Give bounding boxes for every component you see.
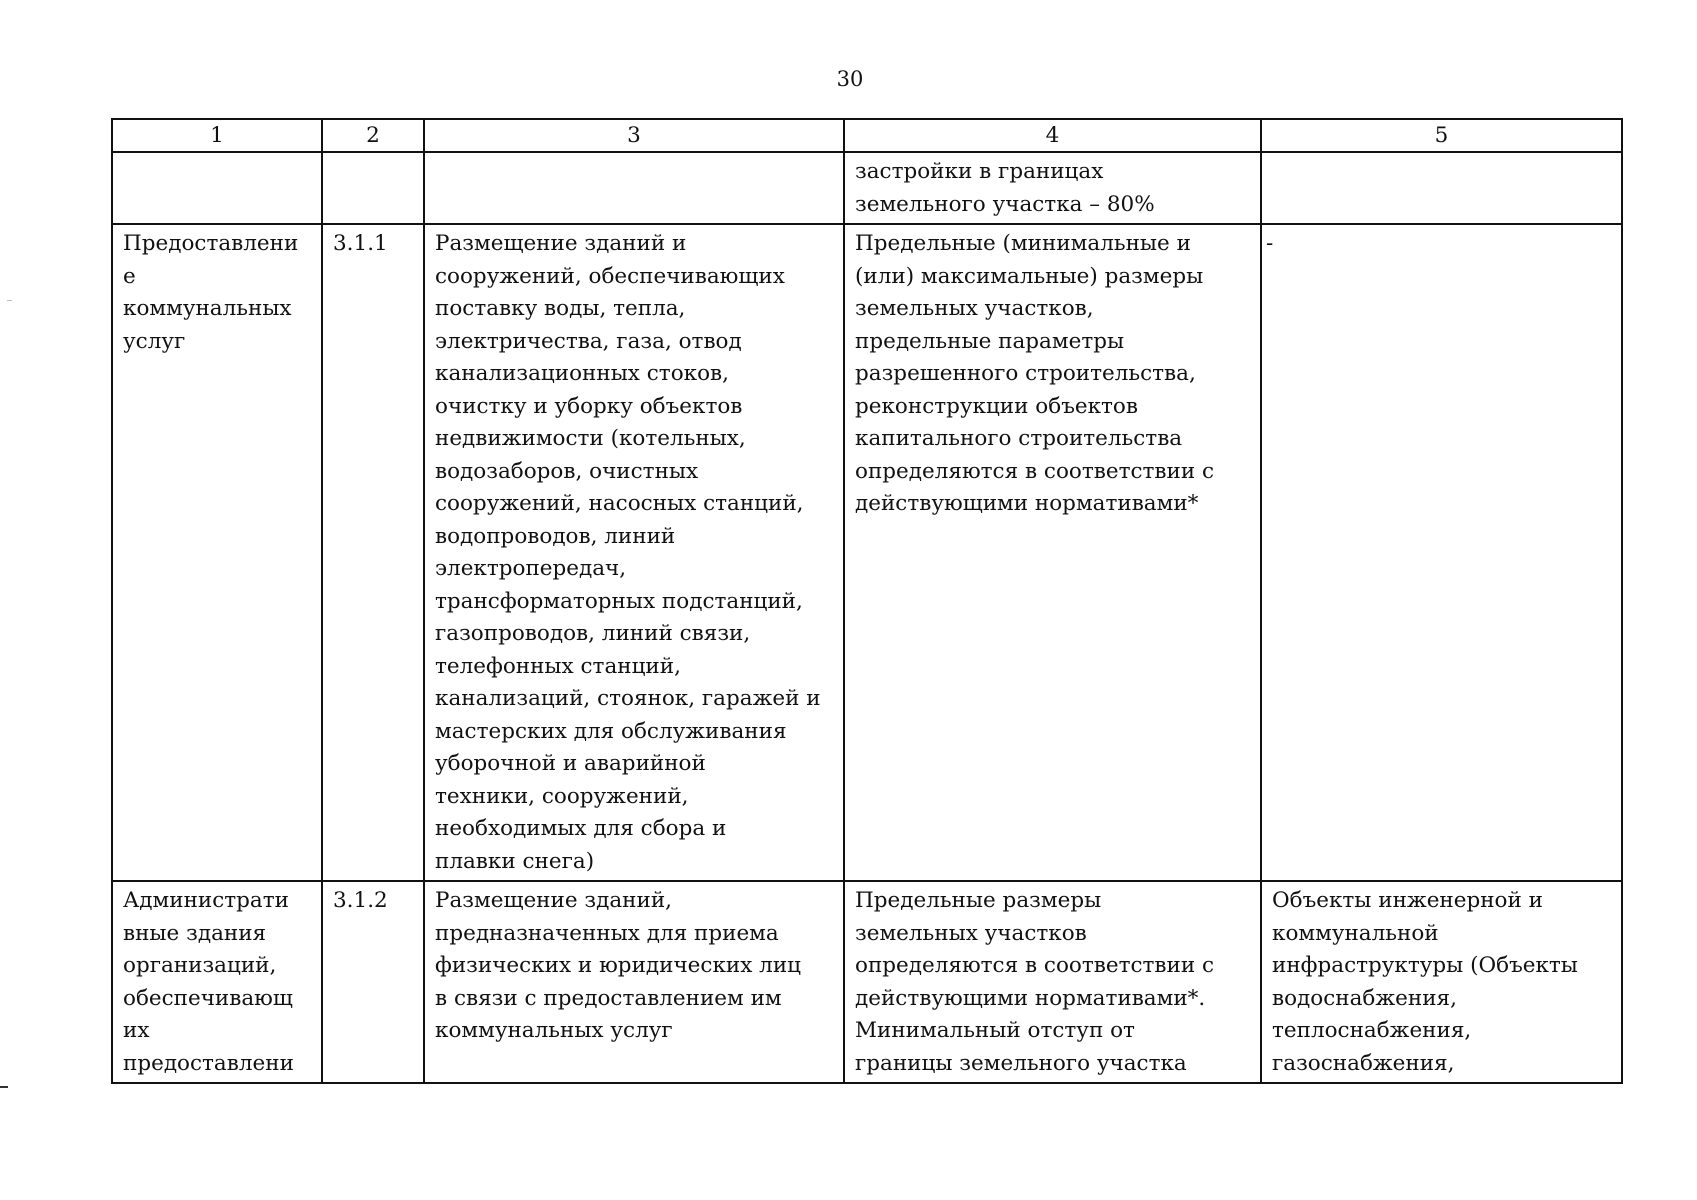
description-cell xyxy=(424,224,844,881)
column-number-3: 3 xyxy=(424,119,844,152)
parameters-text: Предельные (минимальные и (или) максимальные) размеры земельных участков, предельные параметры разрешенного строительства, реконструкции объектов капитального строительства определяются в соответствии с действующими нормативами* xyxy=(855,231,1215,516)
table-row xyxy=(112,881,1622,1083)
name-cell-empty xyxy=(112,152,322,224)
code-cell-empty xyxy=(322,152,424,224)
name-cell xyxy=(112,224,322,881)
parameters-cell xyxy=(844,152,1261,224)
table-row-continuation xyxy=(112,152,1622,224)
parameters-cell xyxy=(844,224,1261,881)
land-use-name: Предоставлени е коммунальных услуг xyxy=(123,231,299,354)
land-use-name: Администрати вные здания организаций, обеспечивающ их предоставлени xyxy=(123,888,294,1076)
land-use-code: 3.1.1 xyxy=(333,231,388,256)
description-cell xyxy=(424,881,844,1083)
land-use-description: Размещение зданий и сооружений, обеспечивающих поставку воды, тепла, электричества, газа, отвод канализационных стоков, очистку и уборку объектов недвижимости (котельных, водозаборов, очистных сооружений, насосных станций, водопроводов, линий электропередач, трансформаторных подстанций, газопроводов, линий связи, телефонных станций, канализаций, стоянок, гаражей и мастерских для обслуживания уборочной и аварийной техники, сооружений, необходимых для сбора и плавки снега) xyxy=(435,231,821,874)
code-cell xyxy=(322,224,424,881)
column-number-1: 1 xyxy=(112,119,322,152)
notes-cell-empty xyxy=(1261,152,1622,224)
notes-cell xyxy=(1261,881,1622,1083)
column-number-5: 5 xyxy=(1261,119,1622,152)
parameters-text: застройки в границах земельного участка – 80% xyxy=(855,159,1155,217)
name-cell xyxy=(112,881,322,1083)
code-cell xyxy=(322,881,424,1083)
land-use-table xyxy=(111,118,1623,1084)
table-header-row xyxy=(112,119,1622,152)
scan-edge-mark xyxy=(7,300,12,301)
column-number-2: 2 xyxy=(322,119,424,152)
land-use-description: Размещение зданий, предназначенных для приема физических и юридических лиц в связи с предоставлением им коммунальных услуг xyxy=(435,888,801,1043)
table-row xyxy=(112,224,1622,881)
parameters-text: Предельные размеры земельных участков определяются в соответствии с действующими нормативами*. Минимальный отступ от границы земельного участка xyxy=(855,888,1215,1076)
land-use-code: 3.1.2 xyxy=(333,888,388,913)
notes-text: - xyxy=(1266,231,1274,256)
parameters-cell xyxy=(844,881,1261,1083)
page-number: 30 xyxy=(836,67,864,91)
column-number-4: 4 xyxy=(844,119,1261,152)
scan-edge-mark xyxy=(0,1086,8,1088)
description-cell-empty xyxy=(424,152,844,224)
notes-cell xyxy=(1261,224,1622,881)
notes-text: Объекты инженерной и коммунальной инфраструктуры (Объекты водоснабжения, теплоснабжения, газоснабжения, xyxy=(1272,888,1578,1076)
